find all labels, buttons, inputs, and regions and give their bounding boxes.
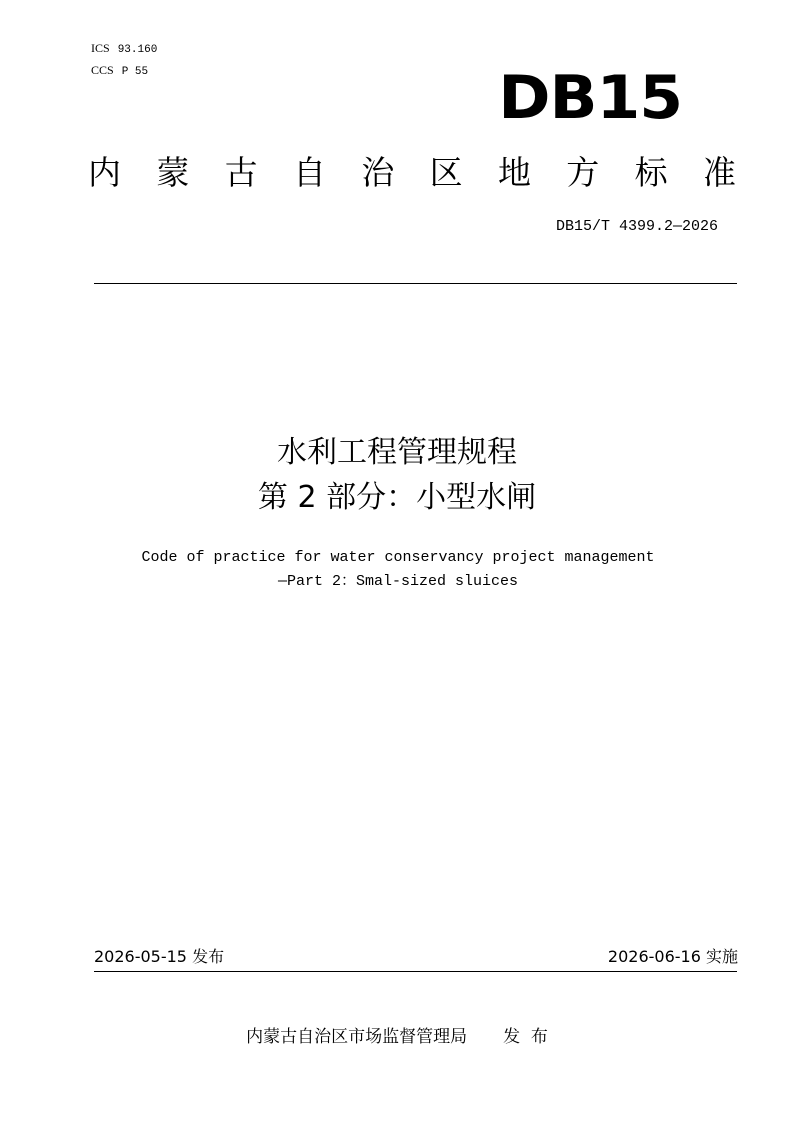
header-divider — [94, 283, 737, 284]
ics-code: ICS 93.160 — [91, 41, 158, 56]
issuing-authority — [0, 1024, 794, 1050]
publish-date: 2026-05-15 发布 — [94, 947, 225, 966]
footer-divider — [94, 971, 737, 972]
title-cn-line1: 水利工程管理规程 — [277, 435, 517, 470]
issuer-name: 内蒙古自治区市场监督管理局 — [246, 1027, 468, 1047]
standard-number: DB15/T 4399.2—2026 — [555, 218, 718, 235]
issuer-action: 发 布 — [503, 1027, 548, 1047]
ccs-code: CCS P 55 — [91, 63, 149, 78]
title-en-line1: Code of practice for water conservancy project management — [141, 549, 655, 566]
title-en-line2: —Part 2：Smal-sized sluices — [277, 573, 519, 590]
classification-codes — [91, 38, 157, 82]
title-cn-line2: 第 2 部分：小型水闸 — [257, 480, 537, 515]
implement-date: 2026-06-16 实施 — [607, 947, 738, 966]
db15-logo: DB15 — [498, 63, 682, 133]
standard-category-title: 内 蒙 古 自 治 区 地 方 标 准 — [88, 153, 736, 192]
